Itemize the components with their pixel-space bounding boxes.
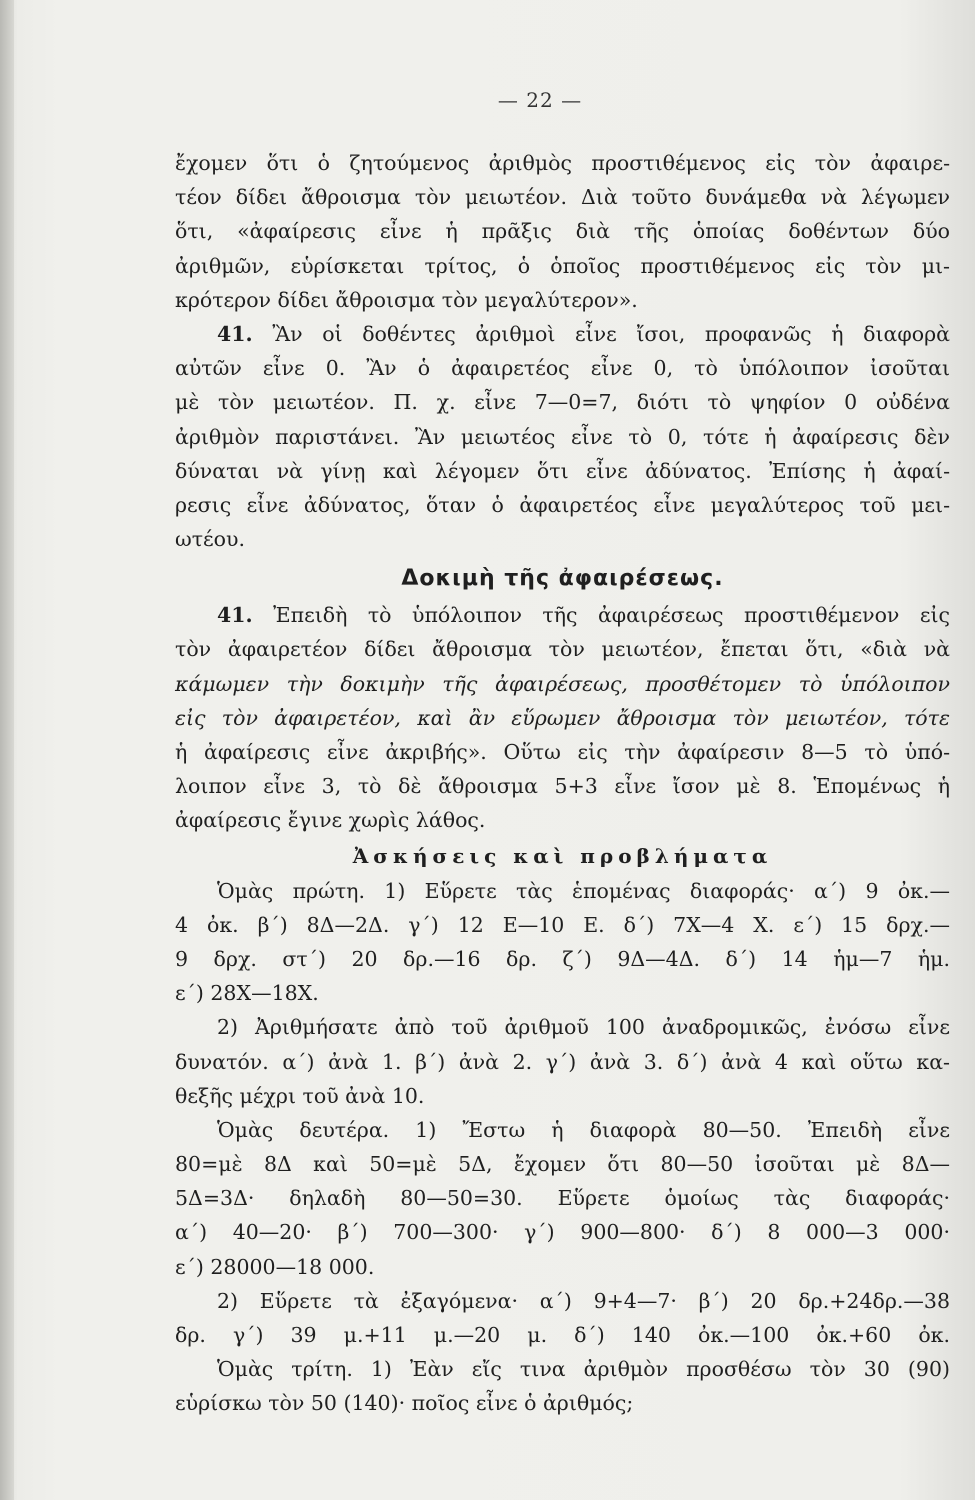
exercise-line: θεξῆς μέχρι τοῦ ἀνὰ 10. — [175, 1083, 425, 1108]
text-line: αὐτῶν εἶνε 0. Ἂν ὁ ἀφαιρετέος εἶνε 0, τὸ ὑπόλοιπον ἰσοῦται — [175, 356, 950, 381]
text-line: λοιπον εἶνε 3, τὸ δὲ ἄθροισμα 5+3 εἶνε ἴσον μὲ 8. Ἑπομένως ἡ — [175, 774, 950, 799]
exercise-line: δρ. γ΄) 39 μ.+11 μ.—20 μ. δ΄) 140 ὀκ.—100 ὀκ.+60 ὀκ. — [175, 1323, 950, 1347]
exercise-line: 2) Εὕρετε τὰ ἐξαγόμενα· α΄) 9+4—7· β΄) 20 δρ.+24δρ.—38 — [217, 1288, 950, 1313]
text-line: εἰς τὸν ἀφαιρετέον, καὶ ἂν εὕρωμεν ἄθροισμα τὸν μειωτέον, τότε — [175, 705, 950, 730]
exercises-heading: Ἀσκήσεις καὶ προβλήματα — [352, 843, 773, 868]
text-line: μὲ τὸν μειωτέον. Π. χ. εἶνε 7—0=7, διότι τὸ ψηφίον 0 οὐδένα — [175, 390, 950, 415]
section-heading: Δοκιμὴ τῆς ἀφαιρέσεως. — [401, 566, 724, 592]
exercise-line: 80=μὲ 8Δ καὶ 50=μὲ 5Δ, ἔχομεν ὅτι 80—50 ἰσοῦται μὲ 8Δ— — [175, 1152, 950, 1177]
exercise-line: ε΄) 28000—18 000. — [175, 1254, 375, 1279]
text-line: ἀριθμῶν, εὑρίσκεται τρίτος, ὁ ὁποῖος προστιθέμενος εἰς τὸν μι- — [175, 253, 950, 278]
text-line: ὅτι, «ἀφαίρεσις εἶνε ἡ πρᾶξις διὰ τῆς ὁποίας δοθέντων δύο — [175, 219, 950, 244]
page-spine-shadow — [0, 0, 14, 1500]
text-line: ἀριθμὸν παριστάνει. Ἂν μειωτέος εἶνε τὸ 0, τότε ἡ ἀφαίρεσις δὲν — [175, 424, 950, 449]
text-line: ἀφαίρεσις ἔγινε χωρὶς λάθος. — [175, 808, 486, 833]
exercise-line: Ὁμὰς πρώτη. 1) Εὕρετε τὰς ἑπομένας διαφοράς· α΄) 9 ὀκ.— — [217, 878, 950, 903]
exercise-line: 9 δρχ. στ΄) 20 δρ.—16 δρ. ζ΄) 9Δ—4Δ. δ΄) 14 ἡμ—7 ἡμ. — [175, 946, 950, 971]
exercise-line: δυνατόν. α΄) ἀνὰ 1. β΄) ἀνὰ 2. γ΄) ἀνὰ 3. δ΄) ἀνὰ 4 καὶ οὕτω κα- — [175, 1049, 950, 1074]
text-line: ρεσις εἶνε ἀδύνατος, ὅταν ὁ ἀφαιρετέος εἶνε μεγαλύτερος τοῦ μει- — [175, 492, 950, 517]
exercise-line: εὑρίσκω τὸν 50 (140)· ποῖος εἶνε ὁ ἀριθμός; — [175, 1391, 634, 1416]
exercise-line: Ὁμὰς τρίτη. 1) Ἐὰν εἴς τινα ἀριθμὸν προσθέσω τὸν 30 (90) — [217, 1357, 950, 1382]
text-line: κρότερον δίδει ἄθροισμα τὸν μεγαλύτερον». — [175, 287, 638, 312]
page-text — [175, 146, 950, 1421]
exercise-line: 4 ὀκ. β΄) 8Δ—2Δ. γ΄) 12 Ε—10 Ε. δ΄) 7Χ—4 Χ. ε΄) 15 δρχ.— — [175, 912, 950, 937]
page-number: — 22 — — [497, 88, 583, 112]
text-line: ἡ ἀφαίρεσις εἶνε ἀκριβής». Οὕτω εἰς τὴν ἀφαίρεσιν 8—5 τὸ ὑπό- — [175, 740, 950, 764]
exercise-line: 5Δ=3Δ· δηλαδὴ 80—50=30. Εὕρετε ὁμοίως τὰς διαφοράς· — [175, 1186, 950, 1211]
exercise-line: ε΄) 28Χ—18Χ. — [175, 981, 319, 1006]
text-line: δύναται νὰ γίνῃ καὶ λέγομεν ὅτι εἶνε ἀδύνατος. Ἐπίσης ἡ ἀφαί- — [175, 458, 950, 483]
text-line: ωτέου. — [175, 527, 245, 552]
text-line: κάμωμεν τὴν δοκιμὴν τῆς ἀφαιρέσεως, προσθέτομεν τὸ ὑπόλοιπον — [175, 671, 950, 696]
exercise-line: 2) Ἀριθμήσατε ἀπὸ τοῦ ἀριθμοῦ 100 ἀναδρομικῶς, ἐνόσω εἶνε — [217, 1015, 950, 1040]
exercise-line: α΄) 40—20· β΄) 700—300· γ΄) 900—800· δ΄) 8 000—3 000· — [175, 1220, 950, 1245]
paragraph-41-first-line: 41. Ἂν οἱ δοθέντες ἀριθμοὶ εἶνε ἴσοι, προφανῶς ἡ διαφορὰ — [217, 321, 950, 346]
text-line: ἔχομεν ὅτι ὁ ζητούμενος ἀριθμὸς προστιθέμενος εἰς τὸν ἀφαιρε- — [175, 151, 950, 175]
text-line: τὸν ἀφαιρετέον δίδει ἄθροισμα τὸν μειωτέον, ἔπεται ὅτι, «διὰ νὰ — [175, 637, 950, 662]
paragraph-number: 41. — [217, 321, 253, 346]
exercise-line: Ὁμὰς δευτέρα. 1) Ἔστω ἡ διαφορὰ 80—50. Ἐπειδὴ εἶνε — [217, 1117, 950, 1142]
paragraph-number: 41. — [217, 603, 253, 628]
text-line: τέον δίδει ἄθροισμα τὸν μειωτέον. Διὰ τοῦτο δυνάμεθα νὰ λέγωμεν — [175, 185, 950, 210]
paragraph-41-proof-first-line: 41. Ἐπειδὴ τὸ ὑπόλοιπον τῆς ἀφαιρέσεως προστιθέμενον εἰς — [217, 603, 950, 628]
